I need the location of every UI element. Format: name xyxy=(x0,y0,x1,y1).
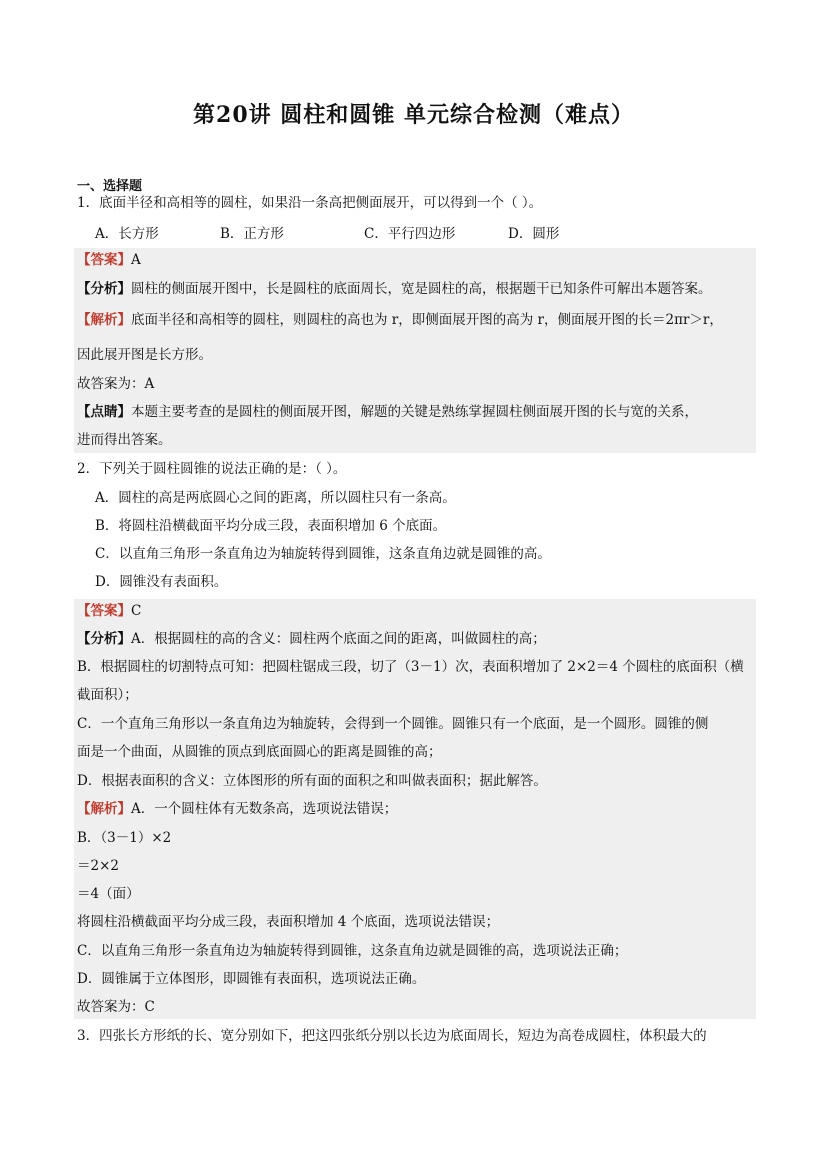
q2-analysis-line: D．根据表面积的含义：立体图形的所有面的面积之和叫做表面积；据此解答。 xyxy=(77,773,547,789)
q2-analysis: 【分析】A．根据圆柱的高的含义：圆柱两个底面之间的距离，叫做圆柱的高； xyxy=(77,631,546,647)
q2-analysis-line: C．一个直角三角形以一条直角边为轴旋转，会得到一个圆锥。圆锥只有一个底面，是一个圆形。圆锥的侧 xyxy=(77,716,709,732)
q1-comment: 【点睛】本题主要考查的是圆柱的侧面展开图，解题的关键是熟练掌握圆柱侧面展开图的长与宽的关系， xyxy=(77,404,698,420)
q2-solution-line: ＝2×2 xyxy=(77,858,119,874)
section-heading: 一、选择题 xyxy=(77,179,143,194)
q1-final-answer: 故答案为：A xyxy=(77,376,155,392)
q2-solution-line: D．圆锥属于立体图形，即圆锥有表面积，选项说法正确。 xyxy=(77,971,426,987)
q1-solution: 【解析】底面半径和高相等的圆柱，则圆柱的高也为 r，即侧面展开图的高为 r，侧面展开图的长＝2πr＞r， xyxy=(77,312,723,328)
q1-option-c: C．平行四边形 xyxy=(364,226,456,242)
q1-answer: 【答案】A xyxy=(77,252,141,268)
q1-comment-cont: 进而得出答案。 xyxy=(77,432,172,448)
q2-analysis-line: 截面积）； xyxy=(77,687,138,703)
q2-solution-line: ＝4（面） xyxy=(77,886,140,902)
q1-option-d: D．圆形 xyxy=(508,226,560,242)
q1-option-a: A．长方形 xyxy=(95,226,159,242)
q2-final-answer: 故答案为：C xyxy=(77,999,155,1015)
question-2-stem: 2．下列关于圆柱圆锥的说法正确的是：（ ）。 xyxy=(77,461,347,477)
question-1-stem: 1．底面半径和高相等的圆柱，如果沿一条高把侧面展开，可以得到一个（ ）。 xyxy=(77,195,543,211)
q2-option-a: A．圆柱的高是两底圆心之间的距离，所以圆柱只有一条高。 xyxy=(95,490,456,506)
question-3-stem: 3．四张长方形纸的长、宽分别如下，把这四张纸分别以长边为底面周长，短边为高卷成圆柱，体积最大的 xyxy=(77,1028,707,1044)
q2-solution-line: 将圆柱沿横截面平均分成三段，表面积增加 4 个底面，选项说法错误； xyxy=(77,914,500,930)
q1-analysis: 【分析】圆柱的侧面展开图中，长是圆柱的底面周长，宽是圆柱的高，根据题干已知条件可解出本题答案。 xyxy=(77,281,712,297)
q2-option-c: C．以直角三角形一条直角边为轴旋转得到圆锥，这条直角边就是圆锥的高。 xyxy=(95,546,551,562)
q2-analysis-line: B．根据圆柱的切割特点可知：把圆柱锯成三段，切了（3－1）次，表面积增加了 2×2＝4 个圆柱的底面积（横 xyxy=(77,659,744,675)
q1-solution-cont: 因此展开图是长方形。 xyxy=(77,347,212,363)
q2-analysis-line: 面是一个曲面，从圆锥的顶点到底面圆心的距离是圆锥的高； xyxy=(77,744,442,760)
q2-solution-line: B．（3－1）×2 xyxy=(77,830,172,846)
q1-option-b: B．正方形 xyxy=(220,226,284,242)
q2-solution: 【解析】A．一个圆柱体有无数条高，选项说法错误； xyxy=(77,801,398,817)
q2-solution-line: C．以直角三角形一条直角边为轴旋转得到圆锥，这条直角边就是圆锥的高，选项说法正确； xyxy=(77,943,628,959)
q2-option-d: D．圆锥没有表面积。 xyxy=(95,574,228,590)
page-title: 第20讲 圆柱和圆锥 单元综合检测（难点） xyxy=(193,102,634,128)
q2-option-b: B．将圆柱沿横截面平均分成三段，表面积增加 6 个底面。 xyxy=(95,518,447,534)
q2-answer: 【答案】C xyxy=(77,603,142,619)
